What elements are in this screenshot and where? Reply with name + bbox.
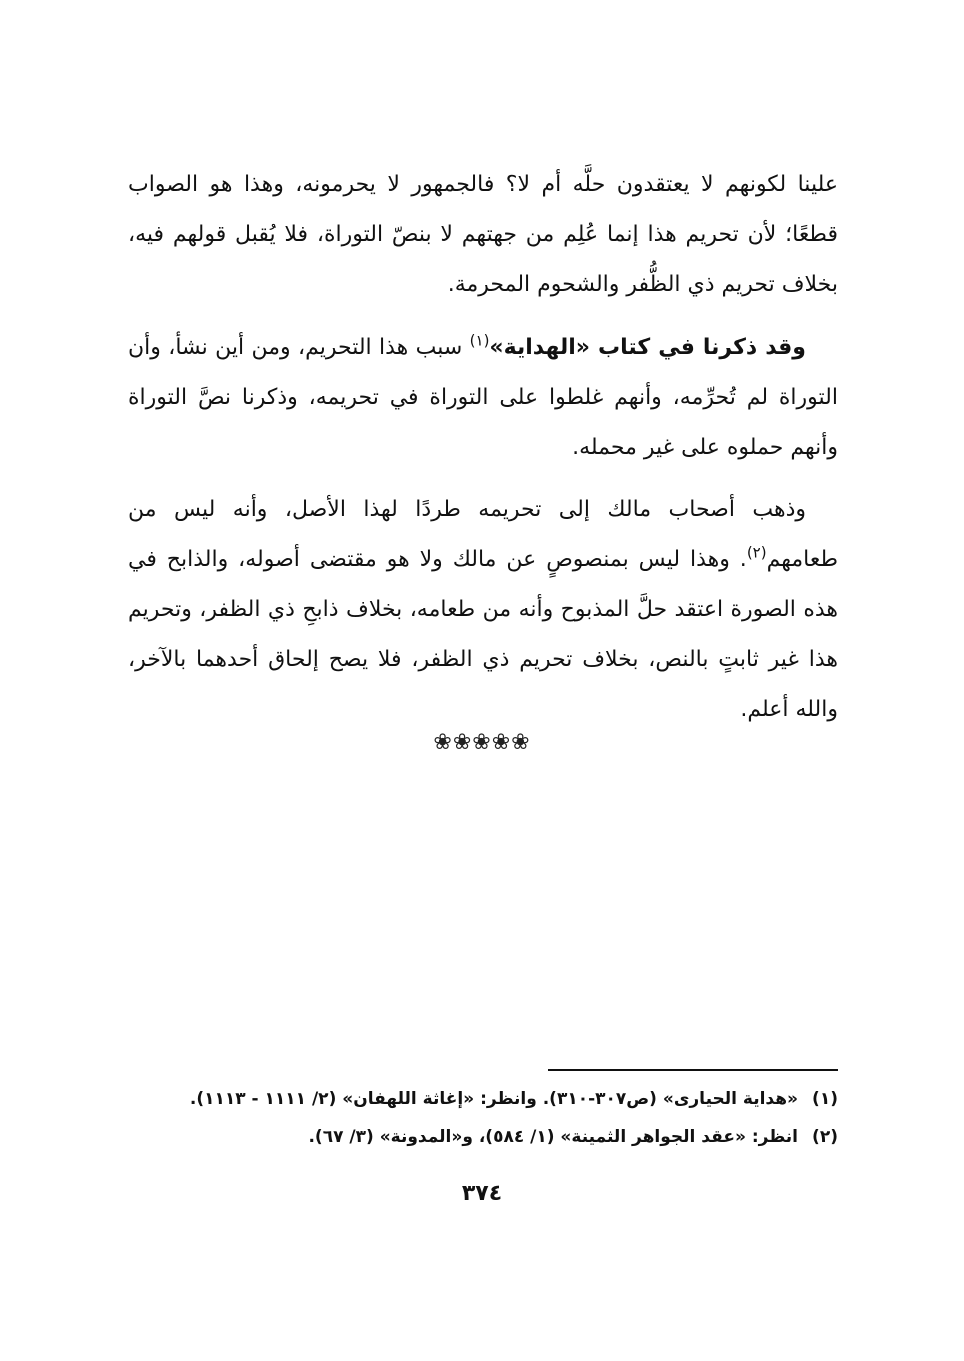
- footnotes: [128, 1080, 838, 1156]
- footnote-2-number: (٢): [812, 1127, 838, 1147]
- footnote-2-text: انظر: «عقد الجواهر الثمينة» (١/ ٥٨٤)، و«المدونة» (٣/ ٦٧).: [308, 1127, 798, 1147]
- paragraph-2: [128, 323, 838, 473]
- page-number: ٣٧٤: [461, 1181, 503, 1206]
- paragraph-3: [128, 485, 838, 735]
- footnote-1-number: (١): [812, 1089, 838, 1109]
- footnote-divider: [548, 1069, 838, 1071]
- paragraph-1-text: علينا لكونهم لا يعتقدون حلَّه أم لا؟ فالجمهور لا يحرمونه، وهذا هو الصواب قطعًا؛ لأن تحريم هذا إنما عُلِم من جهتهم لا بنصّ التوراة، فلا يُقبل قولهم فيه، بخلاف تحريم ذي الظُّفر والشحوم المحرمة.: [128, 172, 838, 297]
- footnote-ref-2[interactable]: (٢): [746, 543, 767, 562]
- footnote-2: [128, 1118, 838, 1156]
- paragraph-1: [128, 160, 838, 310]
- paragraph-2-text: سبب هذا التحريم، ومن أين نشأ، وأن التوراة لم تُحرِّمه، وأنهم غلطوا على التوراة في تحريمه، وذكرنا نصَّ التوراة وأنهم حملوه على غير محمله.: [128, 335, 838, 460]
- paragraph-3-lead: وذهب أصحاب مالك إلى تحريمه طردًا لهذا الأصل، وأنه ليس من طعامهم: [128, 497, 838, 572]
- book-title-hidaya: «الهداية»: [489, 335, 591, 360]
- footnote-ref-1[interactable]: (١): [469, 331, 490, 350]
- footnote-1-text: «هداية الحيارى» (ص٣٠٧-٣١٠). وانظر: «إغاثة اللهفان» (٢/ ١١١١ - ١١١٣).: [189, 1089, 798, 1109]
- section-end-ornament: ❀❀❀❀❀: [433, 730, 531, 755]
- paragraph-2-lead: وقد ذكرنا في كتاب: [590, 335, 806, 360]
- footnote-1: [128, 1080, 838, 1118]
- paragraph-3-text: . وهذا ليس بمنصوصٍ عن مالك ولا هو مقتضى أصوله، والذابح في هذه الصورة اعتقد حلَّ المذبوح وأنه من طعامه، بخلاف ذابحِ ذي الظفر، وتحريم هذا غير ثابتٍ بالنص، بخلاف تحريم ذي الظفر، فلا يصح إلحاق أحدهما بالآخر، والله أعلم.: [128, 547, 838, 722]
